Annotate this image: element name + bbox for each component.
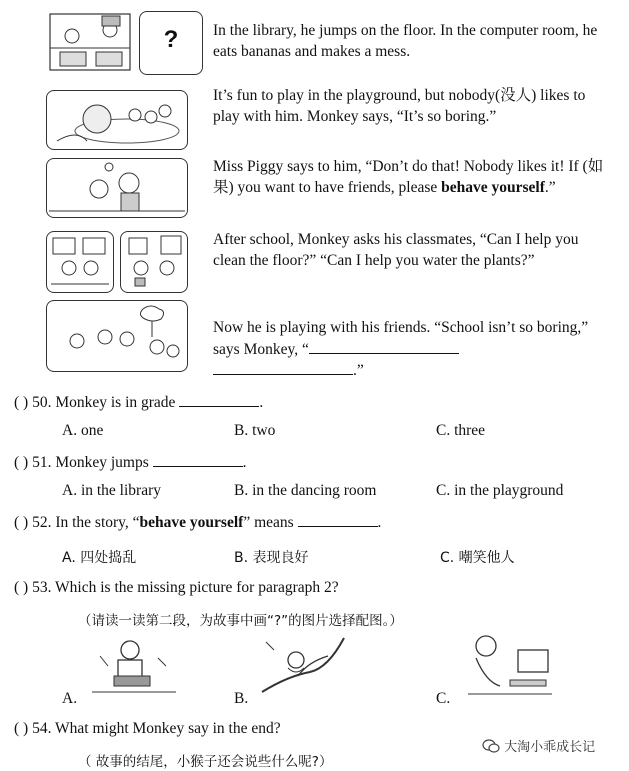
question-53-hint: （请读一读第二段，为故事中画“?”的图片选择配图。）: [78, 613, 403, 629]
story-picture-after-school-1: [46, 231, 114, 293]
story-picture-playground: [46, 90, 188, 150]
story-paragraph-5: [213, 318, 613, 382]
question-52-label-end: ” means: [243, 514, 294, 531]
story-paragraph-4: After school, Monkey asks his classmates, “Can I help you clean the floor?” “Can I help you water the plants?”: [213, 231, 579, 269]
question-51: [14, 452, 247, 472]
question-54-label: ( ) 54. What might Monkey say in the end?: [14, 720, 281, 737]
paragraph-3-end: .”: [544, 178, 556, 196]
question-50-option-b[interactable]: B. two: [234, 422, 276, 439]
story-paragraph-1: In the library, he jumps on the floor. In the computer room, he eats bananas and makes a mess.: [213, 22, 598, 60]
question-50-option-c[interactable]: C. three: [436, 422, 486, 439]
watermark-text: 大淘小乖成长记: [504, 740, 596, 755]
question-50-end: .: [259, 394, 264, 411]
question-51-option-b[interactable]: B. in the dancing room: [234, 482, 377, 499]
question-53-picture-c: [464, 632, 556, 700]
question-53-picture-a: [88, 636, 180, 698]
paragraph-5-end: .”: [353, 362, 364, 379]
missing-picture-mark: ?: [163, 26, 179, 53]
paragraph-5-text: Now he is playing with his friends. “School isn’t so boring,” says Monkey, “: [213, 319, 589, 358]
story-picture-library: [48, 8, 132, 78]
question-51-blank[interactable]: [153, 452, 243, 467]
paragraph-3-bold: behave yourself: [441, 178, 545, 196]
paragraph-3-text: Miss Piggy says to him, “Don’t do that! Nobody likes it! If (如果) you want to have friends, please: [213, 158, 604, 196]
question-52-option-b[interactable]: B. 表现良好: [234, 550, 309, 566]
question-52-blank[interactable]: [298, 512, 378, 527]
story-paragraph-3: [213, 157, 613, 198]
question-52-option-c[interactable]: C. 嘲笑他人: [440, 550, 515, 566]
watermark: [482, 736, 595, 757]
question-53-label: ( ) 53. Which is the missing picture for paragraph 2?: [14, 579, 339, 596]
question-52-bold: behave yourself: [139, 514, 244, 531]
question-52-label: ( ) 52. In the story, “: [14, 514, 140, 531]
answer-blank-ending-2[interactable]: [213, 360, 353, 375]
answer-blank-ending-1[interactable]: [309, 339, 459, 354]
question-52: [14, 512, 381, 532]
question-50-option-a[interactable]: A. one: [62, 422, 104, 439]
wechat-icon: [482, 739, 500, 757]
story-picture-missing: [139, 11, 203, 75]
story-paragraph-2: It’s fun to play in the playground, but nobody(没人) likes to play with him. Monkey says, “It’s so boring.”: [213, 87, 586, 125]
question-53-option-a[interactable]: A.: [62, 690, 78, 707]
question-54-hint: （ 故事的结尾，小猴子还会说些什么呢?）: [78, 754, 333, 770]
question-51-option-c[interactable]: C. in the playground: [436, 482, 564, 499]
question-51-label: ( ) 51. Monkey jumps: [14, 454, 149, 471]
question-53-picture-b: [258, 632, 348, 702]
question-53-option-c[interactable]: C.: [436, 690, 451, 707]
story-picture-after-school-2: [120, 231, 188, 293]
question-52-option-a[interactable]: A. 四处捣乱: [62, 550, 137, 566]
story-picture-friends: [46, 300, 188, 372]
question-52-end: .: [377, 514, 382, 531]
question-51-option-a[interactable]: A. in the library: [62, 482, 162, 499]
question-50-label: ( ) 50. Monkey is in grade: [14, 394, 176, 411]
question-53-option-b[interactable]: B.: [234, 690, 249, 707]
question-51-end: .: [242, 454, 247, 471]
question-50-blank[interactable]: [179, 392, 259, 407]
story-picture-miss-piggy: [46, 158, 188, 218]
question-50: [14, 392, 263, 412]
